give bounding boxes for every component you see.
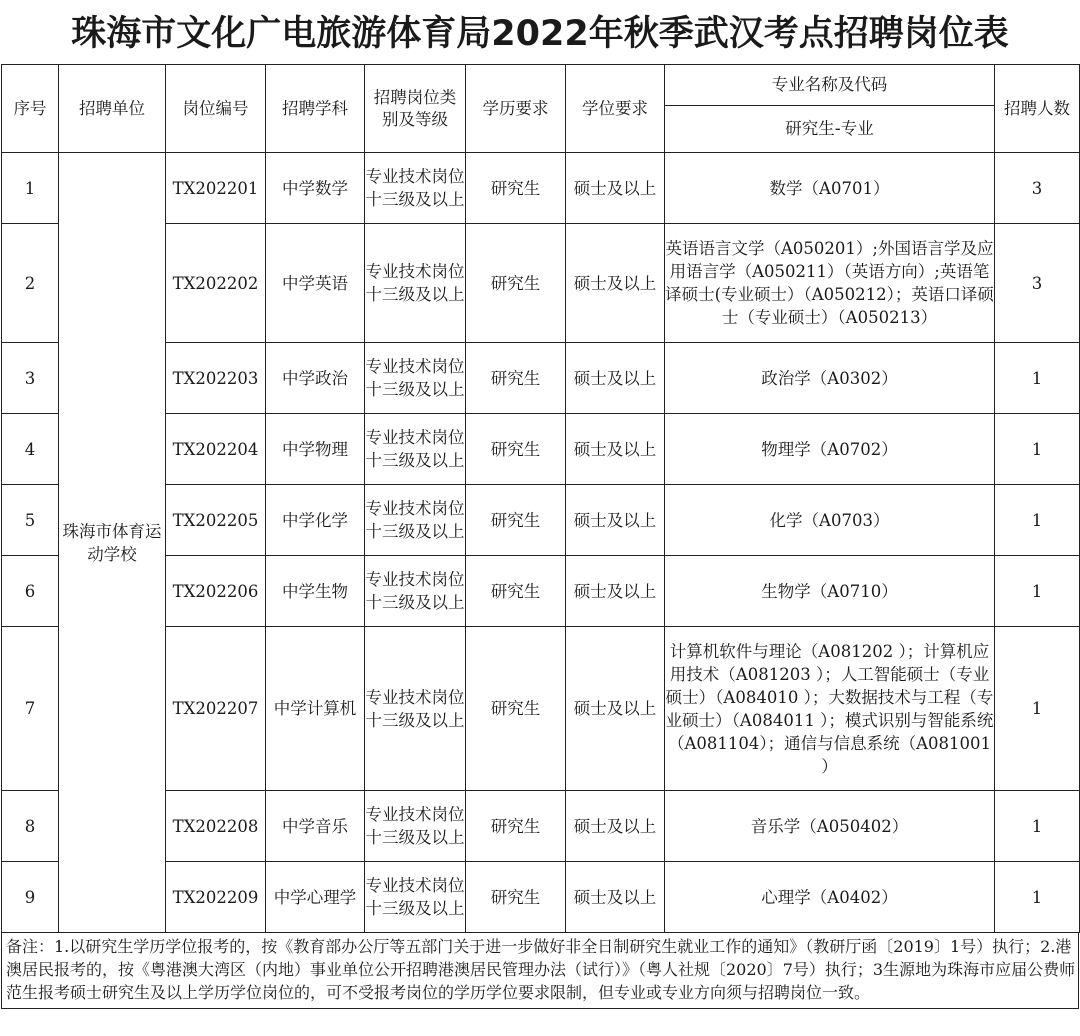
cell-degree: 硕士及以上 xyxy=(566,791,665,862)
cell-code: TX202203 xyxy=(166,343,266,414)
cell-category: 专业技术岗位十三级及以上 xyxy=(365,153,466,224)
cell-degree: 硕士及以上 xyxy=(566,153,665,224)
cell-major: 英语语言文学（A050201）;外国语言学及应用语言学（A050211）（英语方向）;英语笔译硕士(专业硕士）（A050212）；英语口译硕士（专业硕士）（A050213） xyxy=(665,224,995,343)
cell-education: 研究生 xyxy=(466,627,566,791)
note: 备注：1.以研究生学历学位报考的，按《教育部办公厅等五部门关于进一步做好非全日制研究生就业工作的通知》（教研厅函〔2019〕1号）执行；2.港澳居民报考的，按《粤港澳大湾区（内地）事业单位公开招聘港澳居民管理办法（试行）》（粤人社规〔2020〕7号）执行；3生源地为珠海市应届公费师范生报考硕士研究生及以上学历学位岗位的，可不受报考岗位的学历学位要求限制，但专业或专业方向须与招聘岗位一致。 xyxy=(1,933,1079,1009)
header-count: 招聘人数 xyxy=(995,65,1080,153)
cell-degree: 硕士及以上 xyxy=(566,224,665,343)
cell-code: TX202209 xyxy=(166,862,266,933)
cell-education: 研究生 xyxy=(466,153,566,224)
cell-count: 1 xyxy=(995,414,1080,485)
cell-major: 化学（A0703） xyxy=(665,485,995,556)
cell-category: 专业技术岗位十三级及以上 xyxy=(365,224,466,343)
cell-subject: 中学化学 xyxy=(266,485,365,556)
cell-subject: 中学数学 xyxy=(266,153,365,224)
cell-code: TX202201 xyxy=(166,153,266,224)
cell-degree: 硕士及以上 xyxy=(566,627,665,791)
cell-category: 专业技术岗位十三级及以上 xyxy=(365,791,466,862)
header-seq: 序号 xyxy=(2,65,59,153)
cell-seq: 7 xyxy=(2,627,59,791)
cell-seq: 3 xyxy=(2,343,59,414)
cell-education: 研究生 xyxy=(466,791,566,862)
header-major-group: 专业名称及代码 xyxy=(665,65,995,106)
cell-category: 专业技术岗位十三级及以上 xyxy=(365,485,466,556)
cell-category: 专业技术岗位十三级及以上 xyxy=(365,627,466,791)
cell-subject: 中学政治 xyxy=(266,343,365,414)
cell-category: 专业技术岗位十三级及以上 xyxy=(365,862,466,933)
cell-major: 政治学（A0302） xyxy=(665,343,995,414)
cell-education: 研究生 xyxy=(466,485,566,556)
cell-degree: 硕士及以上 xyxy=(566,862,665,933)
cell-education: 研究生 xyxy=(466,343,566,414)
cell-category: 专业技术岗位十三级及以上 xyxy=(365,343,466,414)
cell-code: TX202208 xyxy=(166,791,266,862)
cell-major: 计算机软件与理论（A081202 ）；计算机应用技术（A081203 ）；人工智能硕士（专业硕士）（A084010 ）；大数据技术与工程（专业硕士）（A084011 ）；模式识别与智能系统（A081104）；通信与信息系统（A081001 ） xyxy=(665,627,995,791)
table-row xyxy=(2,153,1080,224)
cell-count: 1 xyxy=(995,862,1080,933)
header-code: 岗位编号 xyxy=(166,65,266,153)
cell-seq: 6 xyxy=(2,556,59,627)
cell-education: 研究生 xyxy=(466,556,566,627)
cell-seq: 9 xyxy=(2,862,59,933)
cell-category: 专业技术岗位十三级及以上 xyxy=(365,414,466,485)
page-title: 珠海市文化广电旅游体育局2022年秋季武汉考点招聘岗位表 xyxy=(71,14,1009,54)
header-major-sub: 研究生-专业 xyxy=(665,106,995,153)
cell-major: 物理学（A0702） xyxy=(665,414,995,485)
cell-degree: 硕士及以上 xyxy=(566,414,665,485)
header-education: 学历要求 xyxy=(466,65,566,153)
cell-code: TX202202 xyxy=(166,224,266,343)
cell-category: 专业技术岗位十三级及以上 xyxy=(365,556,466,627)
cell-subject: 中学计算机 xyxy=(266,627,365,791)
cell-subject: 中学心理学 xyxy=(266,862,365,933)
cell-count: 1 xyxy=(995,343,1080,414)
cell-seq: 2 xyxy=(2,224,59,343)
cell-count: 1 xyxy=(995,485,1080,556)
header-unit: 招聘单位 xyxy=(59,65,166,153)
cell-major: 生物学（A0710） xyxy=(665,556,995,627)
cell-education: 研究生 xyxy=(466,224,566,343)
cell-education: 研究生 xyxy=(466,414,566,485)
cell-subject: 中学物理 xyxy=(266,414,365,485)
cell-count: 1 xyxy=(995,627,1080,791)
cell-major: 数学（A0701） xyxy=(665,153,995,224)
cell-count: 1 xyxy=(995,556,1080,627)
cell-seq: 8 xyxy=(2,791,59,862)
header-degree: 学位要求 xyxy=(566,65,665,153)
cell-major: 音乐学（A050402） xyxy=(665,791,995,862)
cell-subject: 中学英语 xyxy=(266,224,365,343)
cell-seq: 5 xyxy=(2,485,59,556)
cell-code: TX202206 xyxy=(166,556,266,627)
cell-degree: 硕士及以上 xyxy=(566,556,665,627)
cell-code: TX202207 xyxy=(166,627,266,791)
cell-count: 1 xyxy=(995,791,1080,862)
cell-seq: 4 xyxy=(2,414,59,485)
cell-subject: 中学音乐 xyxy=(266,791,365,862)
cell-seq: 1 xyxy=(2,153,59,224)
cell-major: 心理学（A0402） xyxy=(665,862,995,933)
cell-degree: 硕士及以上 xyxy=(566,485,665,556)
header-subject: 招聘学科 xyxy=(266,65,365,153)
cell-count: 3 xyxy=(995,224,1080,343)
cell-degree: 硕士及以上 xyxy=(566,343,665,414)
cell-code: TX202204 xyxy=(166,414,266,485)
cell-unit: 珠海市体育运动学校 xyxy=(59,153,166,933)
cell-subject: 中学生物 xyxy=(266,556,365,627)
recruitment-table xyxy=(1,64,1080,933)
header-category: 招聘岗位类别及等级 xyxy=(365,65,466,153)
cell-code: TX202205 xyxy=(166,485,266,556)
cell-education: 研究生 xyxy=(466,862,566,933)
cell-count: 3 xyxy=(995,153,1080,224)
